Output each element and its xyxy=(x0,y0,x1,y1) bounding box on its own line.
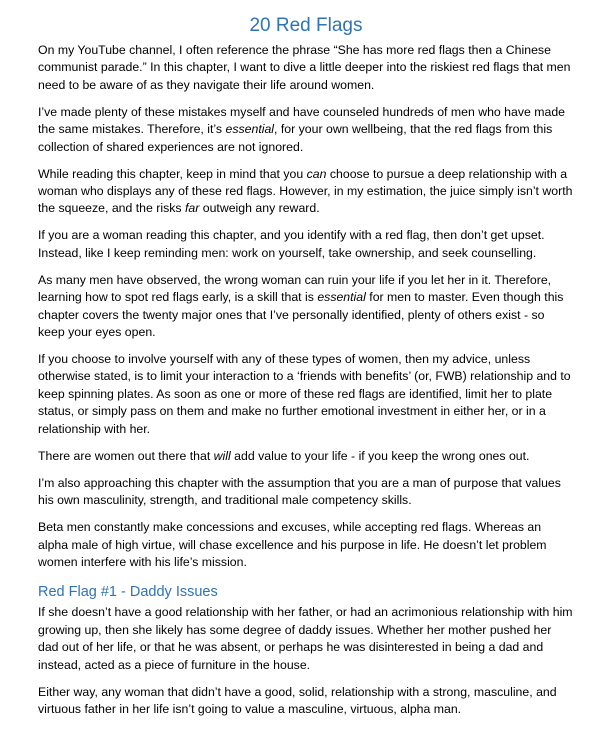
paragraph xyxy=(38,475,574,510)
intro-section xyxy=(38,42,574,571)
paragraph xyxy=(38,42,574,94)
paragraph xyxy=(38,104,574,156)
text-run: As many men have observed, the wrong woman can ruin your life if you let her in it. Therefore, learning how to spot red flags early, is a skill that is xyxy=(38,272,552,305)
emphasis-text: essential xyxy=(225,122,275,137)
text-run: On my YouTube channel, I often reference the phrase “She has more red flags then a Chinese communist parade.” In this chapter, I want to dive a little deeper into the riskiest red flags that men need to be aware of as they navigate their life around women. xyxy=(38,43,571,92)
text-run: choose to pursue a deep relationship with a woman who displays any of these red flags. However, in my estimation, the juice simply isn’t worth the squeeze, and the risks xyxy=(38,166,573,216)
paragraph xyxy=(38,448,574,465)
text-run: I’ve made plenty of these mistakes myself and have counseled hundreds of men who have made the same mistakes. Therefore, it’s xyxy=(38,104,566,137)
paragraph xyxy=(38,684,574,719)
paragraph xyxy=(38,519,574,571)
emphasis-text: can xyxy=(306,166,327,181)
text-run: If you choose to involve yourself with any of these types of women, then my advice, unless otherwise stated, is to limit your interaction to a ‘friends with benefits’ (or, FWB) relationship and to keep spinning plates. As soon as one or more of these red flags are identified, limit her to plate status, or simply pass on them and make no further emotional investment in either her, or in a relationship with her. xyxy=(38,352,571,436)
text-run: Beta men constantly make concessions and excuses, while accepting red flags. Whereas an alpha male of high virtue, will chase excellence and his purpose in life. He doesn’t let problem women interfere with his life’s mission. xyxy=(38,520,547,569)
text-run: While reading this chapter, keep in mind that you xyxy=(38,166,307,181)
text-run: outweigh any reward. xyxy=(199,201,320,216)
emphasis-text: essential xyxy=(317,290,366,305)
text-run: add value to your life - if you keep the wrong ones out. xyxy=(230,448,530,463)
paragraph xyxy=(38,272,574,342)
paragraph xyxy=(38,351,574,438)
page-title: 20 Red Flags xyxy=(249,15,363,36)
text-run: If you are a woman reading this chapter, and you identify with a red flag, then don’t get upset. Instead, like I keep reminding men: work on yourself, take ownership, and seek counselling. xyxy=(38,228,545,260)
text-run: for men to master. Even though this chapter covers the twenty major ones that I’ve personally identified, plenty of others exist - so keep your eyes open. xyxy=(38,290,564,340)
text-run: Either way, any woman that didn’t have a good, solid, relationship with a strong, masculine, and virtuous father in her life isn’t going to value a masculine, virtuous, alpha man. xyxy=(38,684,557,716)
section-heading: Red Flag #1 - Daddy Issues xyxy=(38,584,218,601)
paragraph xyxy=(38,166,574,218)
text-run: , for your own wellbeing, that the red flags from this collection of shared experiences are not ignored. xyxy=(38,122,553,154)
text-run: There are women out there that xyxy=(38,448,214,463)
paragraph xyxy=(38,227,574,262)
text-run: I’m also approaching this chapter with the assumption that you are a man of purpose that values his own masculinity, strength, and traditional male competency skills. xyxy=(38,475,561,508)
emphasis-text: will xyxy=(213,448,231,463)
red-flag-1-section xyxy=(38,583,574,718)
paragraph xyxy=(38,604,574,674)
emphasis-text: far xyxy=(184,201,200,216)
text-run: If she doesn’t have a good relationship with her father, or had an acrimonious relationship with him growing up, then she likely has some degree of daddy issues. Whether her mother pushed her dad out of her life, or that he was absent, or perhaps he was disinterested in being a dad and instead, acted as a piece of furniture in the house. xyxy=(38,605,573,672)
